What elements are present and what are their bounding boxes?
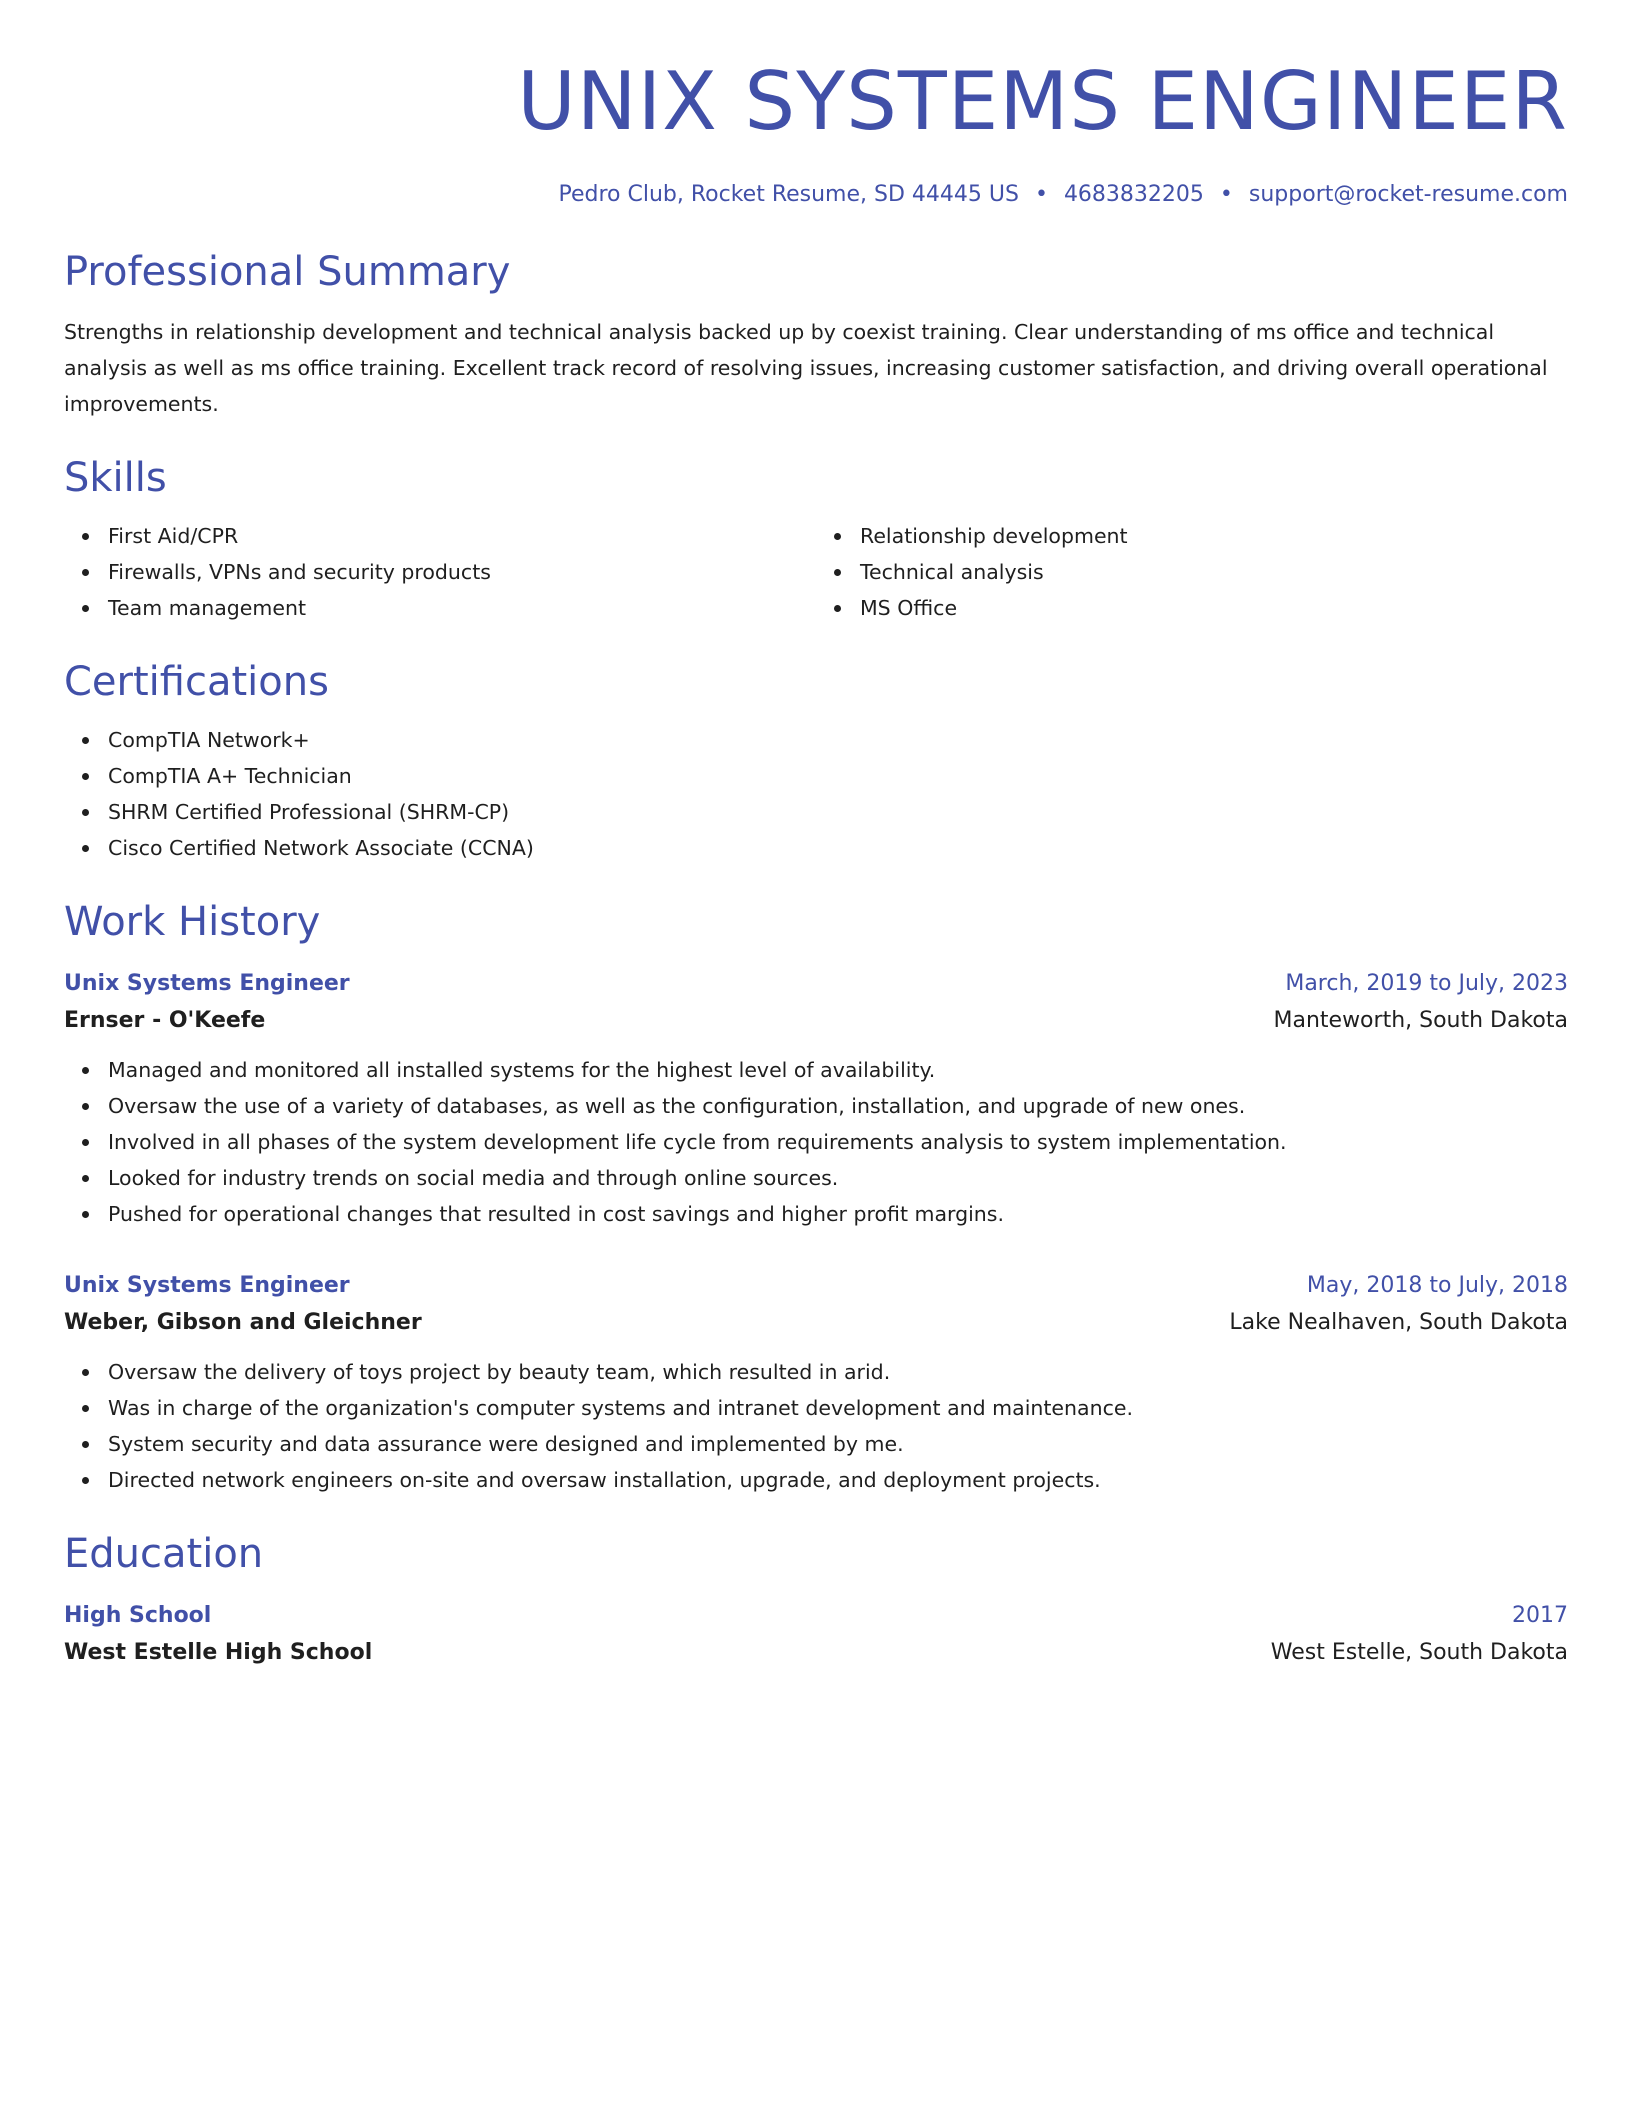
education-degree: High School [64, 1603, 212, 1628]
job-dates: March, 2019 to July, 2023 [1285, 971, 1568, 996]
job-employer-row [64, 1002, 1568, 1040]
certification-item: Cisco Certified Network Associate (CCNA) [64, 830, 1568, 866]
skill-item: Relationship development [816, 518, 1568, 554]
certifications-heading: Certifications [64, 659, 329, 705]
job-bullet: Was in charge of the organization's computer systems and intranet development and maintenance. [64, 1390, 1568, 1426]
job-dates: May, 2018 to July, 2018 [1306, 1273, 1568, 1298]
skills-heading: Skills [64, 455, 167, 501]
job-title-row [64, 966, 1568, 1002]
skill-item: Technical analysis [816, 554, 1568, 590]
resume-name: UNIX SYSTEMS ENGINEER [517, 55, 1568, 148]
contact-line [64, 180, 1568, 210]
job-bullets [64, 1052, 1568, 1232]
education-school: West Estelle High School [64, 1640, 373, 1665]
job-title: Unix Systems Engineer [64, 971, 350, 996]
education-year: 2017 [1512, 1603, 1568, 1628]
contact-address: Pedro Club, Rocket Resume, SD 44445 US [558, 182, 1019, 207]
job-bullet: System security and data assurance were designed and implemented by me. [64, 1426, 1568, 1462]
job-bullet: Pushed for operational changes that resulted in cost savings and higher profit margins. [64, 1196, 1568, 1232]
skills-grid [64, 518, 1568, 626]
job-employer-row [64, 1304, 1568, 1342]
education-heading: Education [64, 1531, 264, 1577]
education-title-row [64, 1598, 1568, 1634]
job-bullet: Involved in all phases of the system development life cycle from requirements analysis to system implementation. [64, 1124, 1568, 1160]
job-entry [64, 1268, 1568, 1498]
education-entry [64, 1598, 1568, 1672]
job-location: Manteworth, South Dakota [1273, 1008, 1568, 1033]
education-location: West Estelle, South Dakota [1270, 1640, 1568, 1665]
work-history-heading: Work History [64, 899, 321, 945]
certification-item: CompTIA Network+ [64, 722, 1568, 758]
skill-item: Firewalls, VPNs and security products [64, 554, 816, 590]
job-location: Lake Nealhaven, South Dakota [1229, 1310, 1568, 1335]
certifications-list [64, 722, 1568, 866]
job-bullet: Looked for industry trends on social media and through online sources. [64, 1160, 1568, 1196]
job-bullet: Oversaw the use of a variety of databases, as well as the configuration, installation, and upgrade of new ones. [64, 1088, 1568, 1124]
job-entry [64, 966, 1568, 1232]
job-bullet: Directed network engineers on-site and oversaw installation, upgrade, and deployment projects. [64, 1462, 1568, 1498]
summary-text: Strengths in relationship development and technical analysis backed up by coexist training. Clear understanding of ms office and technical analysis as well as ms office training. Excellent track record of resolving issues, increasing customer satisfaction, and driving overall operational improvements. [64, 320, 1548, 416]
contact-email[interactable]: support@rocket-resume.com [1248, 182, 1568, 207]
certification-item: CompTIA A+ Technician [64, 758, 1568, 794]
contact-separator: • [1034, 182, 1048, 207]
contact-separator: • [1219, 182, 1233, 207]
contact-phone[interactable]: 4683832205 [1063, 182, 1204, 207]
skills-list-left [64, 518, 816, 626]
job-bullet: Managed and monitored all installed systems for the highest level of availability. [64, 1052, 1568, 1088]
education-school-row [64, 1634, 1568, 1672]
job-title: Unix Systems Engineer [64, 1273, 350, 1298]
skill-item: First Aid/CPR [64, 518, 816, 554]
summary-heading: Professional Summary [64, 249, 511, 295]
skill-item: Team management [64, 590, 816, 626]
job-employer: Weber, Gibson and Gleichner [64, 1310, 422, 1335]
job-bullets [64, 1354, 1568, 1498]
job-bullet: Oversaw the delivery of toys project by beauty team, which resulted in arid. [64, 1354, 1568, 1390]
skills-list-right [816, 518, 1568, 626]
job-title-row [64, 1268, 1568, 1304]
certification-item: SHRM Certified Professional (SHRM-CP) [64, 794, 1568, 830]
resume-header [64, 0, 1568, 210]
skill-item: MS Office [816, 590, 1568, 626]
job-employer: Ernser - O'Keefe [64, 1008, 266, 1033]
